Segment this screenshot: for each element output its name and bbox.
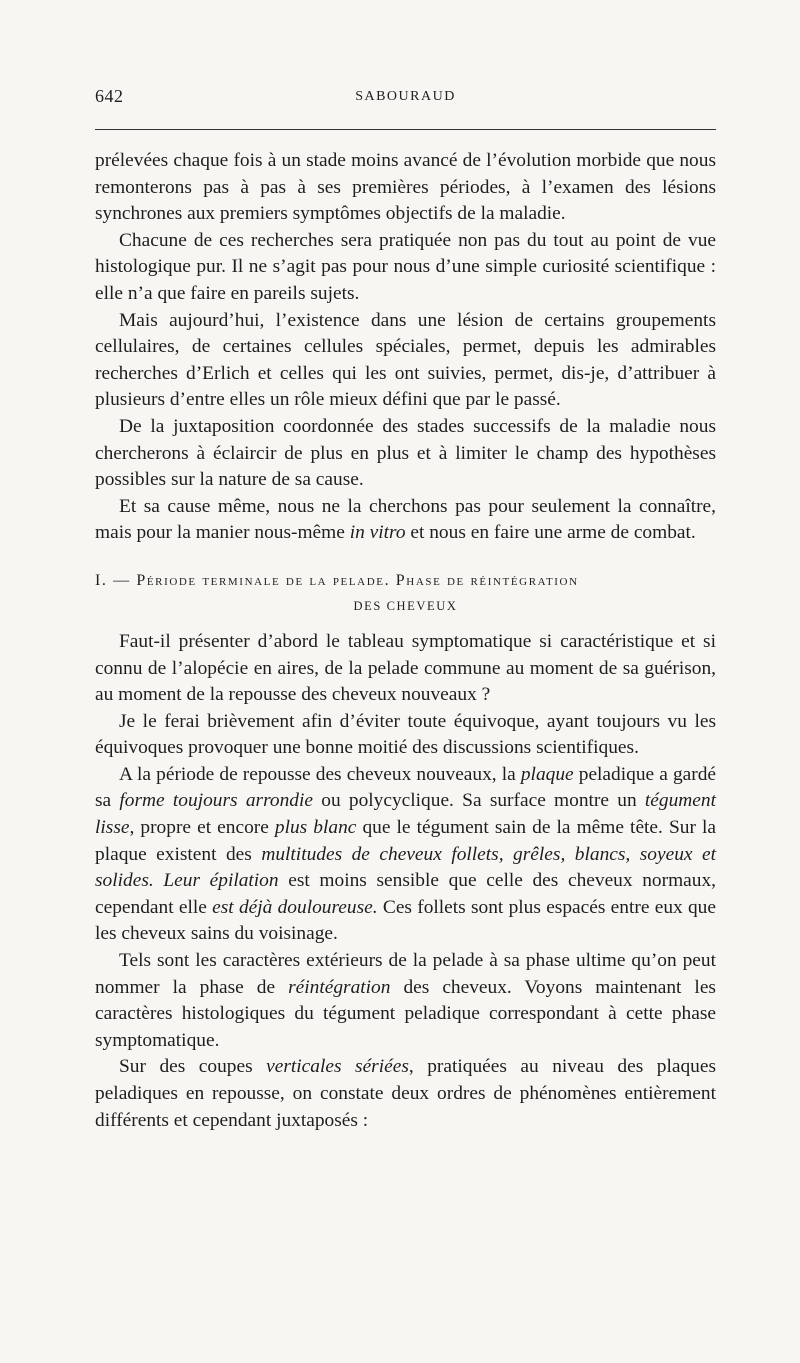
paragraph (95, 494, 716, 547)
paragraph (95, 148, 716, 228)
text-run: , pratiquées au niveau des plaques peladiques en repousse, on constate deux ordres de phénomènes entièrement différents et cependant juxtaposés : (95, 1056, 716, 1131)
italic-run: plaque (520, 763, 574, 785)
paragraphs-after-section (95, 629, 716, 1134)
italic-run: tégument lisse (95, 790, 716, 839)
paragraph (95, 1054, 716, 1134)
italic-run: verticales sériées (266, 1056, 409, 1078)
paragraph (95, 629, 716, 709)
text-run: que le tégument sain de la même tête. Sur la plaque existent des (95, 817, 716, 865)
text-run: A la période de repousse des cheveux nouveaux, la (119, 763, 521, 785)
text-run: Sur des coupes (119, 1056, 267, 1078)
paragraph (95, 762, 716, 948)
section-heading: I. — Période terminale de la pelade. Phase de réintégration (95, 571, 579, 589)
page-header (95, 86, 716, 116)
text-run: Mais aujourd’hui, l’existence dans une lésion de certains groupements cellulaires, de certaines cellules spéciales, permet, depuis les admirables recherches d’Erlich et celles qui les ont suivies, permet, dis-je, d’attribuer à plusieurs d’entre elles un rôle mieux défini que par le passé. (95, 309, 716, 411)
italic-run: plus blanc (274, 817, 357, 839)
paragraph (95, 308, 716, 414)
text-run: peladique a gardé sa (95, 763, 716, 812)
text-run: est moins sensible que celle des cheveux normaux, cependant elle (95, 870, 716, 918)
text-run: des cheveux. Voyons maintenant les caractères histologiques du tégument peladique correspondant à cette phase symptomatique. (95, 976, 716, 1051)
text-run: prélevées chaque fois à un stade moins avancé de l’évolution morbide que nous remonterons pas à pas à ses premières périodes, à l’examen des lésions synchrones aux premiers symptômes objectifs de la maladie. (95, 150, 716, 225)
header-rule (95, 129, 716, 130)
text-run: Je le ferai brièvement afin d’éviter toute équivoque, ayant toujours vu les équivoques provoquer une bonne moitié des discussions scientifiques. (95, 710, 716, 759)
text-run: ou polycyclique. Sa surface montre un (312, 790, 645, 812)
text-run: De la juxtaposition coordonnée des stades successifs de la maladie nous chercherons à éclaircir de plus en plus et à limiter le champ des hypothèses possibles sur la nature de sa cause. (95, 415, 716, 491)
italic-run: multitudes de cheveux follets, grêles, blancs, soyeux et solides. Leur épilation (95, 843, 716, 892)
paragraph (95, 948, 716, 1054)
text-run: Tels sont les caractères extérieurs de la pelade à sa phase ultime qu’on peut nommer la phase de (95, 950, 716, 998)
italic-run: forme toujours arrondie (119, 790, 313, 812)
italic-run: réintégration (288, 976, 391, 998)
text-run: et nous en faire une arme de combat. (405, 522, 696, 544)
paragraph (95, 228, 716, 308)
text-run: Ces follets sont plus espacés entre eux que les cheveux sains du voisinage. (95, 896, 716, 945)
body-text (95, 148, 716, 1134)
text-run: Chacune de ces recherches sera pratiquée non pas du tout au point de vue histologique pur. Il ne s’agit pas pour nous d’une simple curiosité scientifique : elle n’a que faire en pareils sujets. (95, 229, 716, 304)
section-subheading: DES CHEVEUX (353, 598, 458, 613)
text-run: , propre et encore (129, 817, 275, 839)
text-run: Et sa cause même, nous ne la cherchons pas pour seulement la connaître, mais pour la manier nous-même (95, 495, 716, 544)
text-run: Faut-il présenter d’abord le tableau symptomatique si caractéristique et si connu de l’alopécie en aires, de la pelade commune au moment de sa guérison, au moment de la repousse des cheveux nouveaux ? (95, 630, 716, 706)
page-number: 642 (95, 86, 124, 106)
italic-run: in vitro (349, 522, 406, 544)
italic-run: est déjà douloureuse. (212, 896, 378, 918)
paragraph (95, 709, 716, 762)
paragraphs-before-section (95, 148, 716, 547)
running-head: SABOURAUD (355, 89, 456, 104)
paragraph (95, 414, 716, 494)
